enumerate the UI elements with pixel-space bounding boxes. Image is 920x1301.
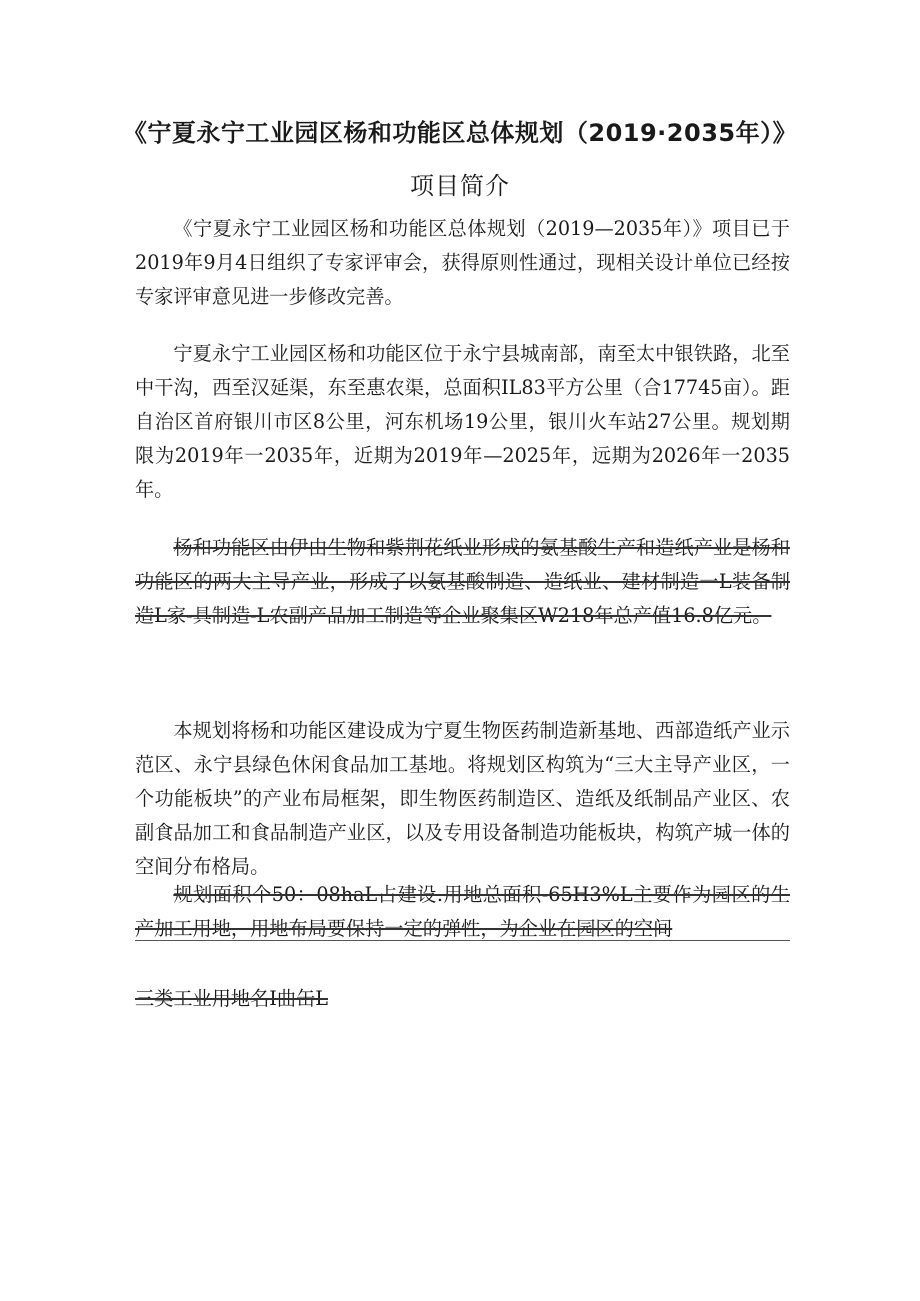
paragraph-review: 《宁夏永宁工业园区杨和功能区总体规划（2019—2035年）》项目已于2019年9月4日组织了专家评审会，获得原则性通过，现相关设计单位已经按专家评审意见进一步修改完善。 [135, 217, 790, 308]
paragraph-land-use: 规划面积个50：08haL占建设.用地总面积-65H3%L主要作为园区的生产加工用地，用地布局要保持一定的弹性，为企业在园区的空间 [135, 883, 790, 940]
paragraph-industries: 杨和功能区由伊由生物和紫荆花纸业形成的氨基酸生产和造纸产业是杨和功能区的两大主导产业，形成了以氨基酸制造、造纸业、建材制造一L装备制造L家-具制造-L农副产品加工制造等企业聚集区W218年总产值16.8亿元。 [135, 536, 790, 627]
document-subtitle: 项目简介 [410, 172, 510, 200]
horizontal-rule [135, 940, 790, 941]
footer-text: 三类工业用地名I曲缶L [135, 987, 329, 1010]
paragraph-location: 宁夏永宁工业园区杨和功能区位于永宁县城南部，南至太中银铁路，北至中干沟，西至汉延渠，东至惠农渠，总面积IL83平方公里（合17745亩）。距自治区首府银川市区8公里，河东机场19公里，银川火车站27公里。规划期限为2019年一2035年，近期为2019年—2025年，远期为2026年一2035年。 [135, 342, 790, 501]
paragraph-positioning: 本规划将杨和功能区建设成为宁夏生物医药制造新基地、西部造纸产业示范区、永宁县绿色休闲食品加工基地。将规划区构筑为“三大主导产业区，一个功能板块”的产业布局框架，即生物医药制造区、造纸及纸制品产业区、农副食品加工和食品制造产业区，以及专用设备制造功能板块，构筑产城一体的空间分布格局。 [135, 719, 790, 878]
document-title: 《宁夏永宁工业园区杨和功能区总体规划（2019·2035年）》 [122, 119, 798, 147]
